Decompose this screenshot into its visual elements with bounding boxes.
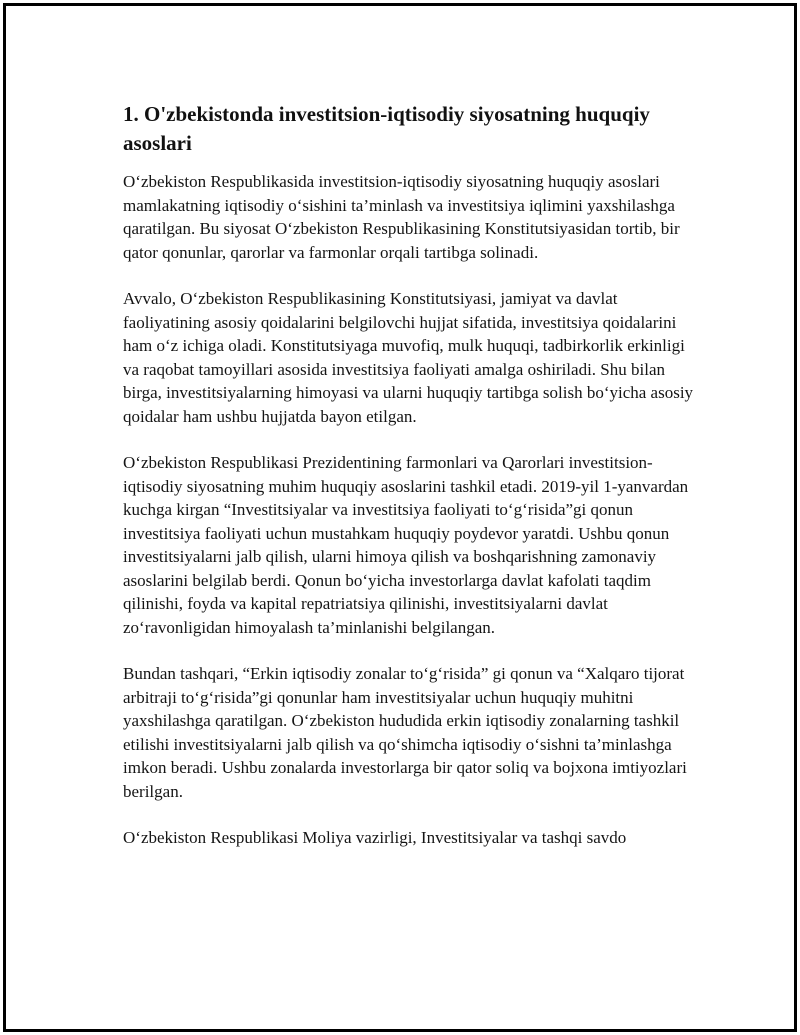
paragraph-constitution: Avvalo, O‘zbekiston Respublikasining Konstitutsiyasi, jamiyat va davlat faoliyatining asosiy qoidalarini belgilovchi hujjat sifatida, investitsiya qoidalarini ham o‘z ichiga oladi. Konstitutsiyaga muvofiq, mulk huquqi, tadbirkorlik erkinligi va raqobat tamoyillari asosida investitsiya faoliyati amalga oshiriladi. Shu bilan birga, investitsiyalarning himoyasi va ularni huquqiy tartibga solish bo‘yicha asosiy qoidalar ham ushbu hujjatda bayon etilgan. <box>123 289 694 426</box>
paragraph-intro: O‘zbekiston Respublikasida investitsion-iqtisodiy siyosatning huquqiy asoslari mamlakatning iqtisodiy o‘sishini ta’minlash va investitsiya iqlimini yaxshilashga qaratilgan. Bu siyosat O‘zbekiston Respublikasining Konstitutsiyasidan tortib, bir qator qonunlar, qarorlar va farmonlar orqali tartibga solinadi. <box>123 172 680 262</box>
paragraph-presidential-decrees: O‘zbekiston Respublikasi Prezidentining farmonlari va Qarorlari investitsion-iqtisodiy siyosatning muhim huquqiy asoslarini tashkil etadi. 2019-yil 1-yanvardan kuchga kirgan “Investitsiyalar va investitsiya faoliyati to‘g‘risida”gi qonun investitsiya faoliyati uchun mustahkam huquqiy poydevor yaratdi. Ushbu qonun investitsiyalarni jalb qilish, ularni himoya qilish va boshqarishning zamonaviy asoslarini belgilab berdi. Qonun bo‘yicha investorlarga davlat kafolati taqdim qilinishi, foyda va kapital repatriatsiya qilinishi, investitsiyalarni davlat zo‘ravonligidan himoyalash ta’minlanishi belgilangan. <box>123 453 689 637</box>
page-frame <box>3 3 797 1032</box>
paragraph-ministry: O‘zbekiston Respublikasi Moliya vazirligi, Investitsiyalar va tashqi savdo <box>123 828 627 847</box>
section-heading: 1. O'zbekistonda investitsion-iqtisodiy siyosatning huquqiy asoslari <box>123 102 650 155</box>
paragraph-free-economic-zones: Bundan tashqari, “Erkin iqtisodiy zonalar to‘g‘risida” gi qonun va “Xalqaro tijorat arbitraji to‘g‘risida”gi qonunlar ham investitsiyalar uchun huquqiy muhitni yaxshilashga qaratilgan. O‘zbekiston hududida erkin iqtisodiy zonalarning tashkil etilishi investitsiyalarni jalb qilish va qo‘shimcha iqtisodiy o‘sishni ta’minlashga imkon beradi. Ushbu zonalarda investorlarga bir qator soliq va bojxona imtiyozlari berilgan. <box>123 664 687 801</box>
document-body <box>123 100 695 850</box>
